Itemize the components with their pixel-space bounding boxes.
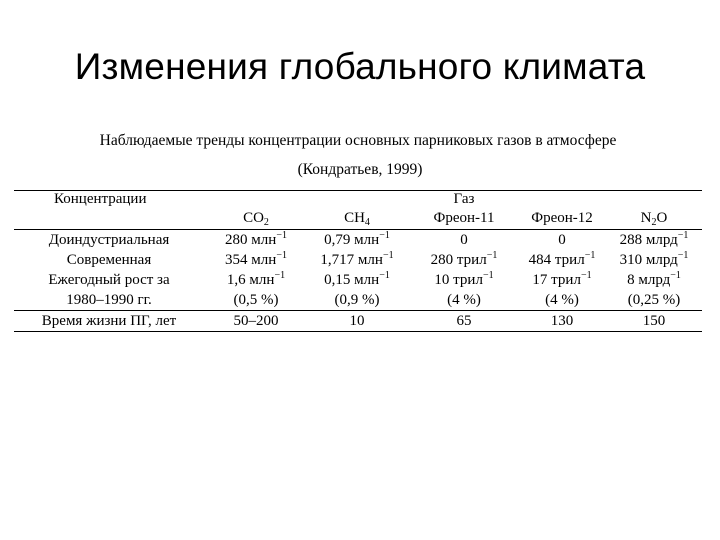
table-cell: 150	[642, 313, 666, 329]
header-row-1	[14, 190, 702, 209]
table-cell: 50–200	[233, 313, 279, 329]
header-co2: $CO_2$	[243, 210, 269, 228]
slide-title: Изменения глобального климата	[74, 46, 646, 87]
table-cell: 17 трил$^{-1}$	[532, 270, 592, 288]
table-row	[14, 291, 702, 309]
table-cell: (4 %)	[545, 292, 579, 308]
header-rule	[14, 229, 702, 230]
table-cell: 130	[550, 313, 574, 329]
table-cell: (4 %)	[447, 292, 481, 308]
table-cell: 10 трил$^{-1}$	[434, 270, 494, 288]
table-cell: 0	[558, 232, 566, 248]
table-cell: 65	[456, 313, 472, 329]
header-ch4: $CH_4$	[344, 210, 370, 228]
row-label: 1980–1990 гг.	[66, 292, 152, 308]
row-label: Время жизни ПГ, лет	[41, 313, 177, 329]
table-cell: (0,9 %)	[334, 292, 380, 308]
header-freon-11: Фреон-11	[433, 210, 495, 226]
table-cell: (0,25 %)	[627, 292, 681, 308]
table-cell: 310 млрд$^{-1}$	[619, 250, 689, 268]
table-row	[14, 231, 702, 249]
table-cell: 0,15 млн$^{-1}$	[324, 270, 390, 288]
table-cell: 280 трил$^{-1}$	[430, 250, 498, 268]
header-n2o: $N_2O$	[640, 210, 668, 228]
table-caption: Наблюдаемые тренды концентрации основных парниковых газов в атмосфере	[99, 132, 617, 149]
header-concentrations: Концентрации	[54, 191, 147, 207]
table-cell: 484 трил$^{-1}$	[528, 250, 596, 268]
table-cell: 10	[349, 313, 365, 329]
row-label: Современная	[66, 252, 152, 268]
row-label: Доиндустриальная	[48, 232, 170, 248]
table-cell: 0	[460, 232, 468, 248]
table-cell: 1,6 млн$^{-1}$	[226, 270, 286, 288]
table-cell: 0,79 млн$^{-1}$	[324, 230, 390, 248]
table-cell: 354 млн$^{-1}$	[225, 250, 287, 268]
table-row	[14, 251, 702, 269]
table-row	[14, 271, 702, 289]
row-label: Ежегодный рост за	[48, 272, 170, 288]
table-row	[14, 312, 702, 330]
table-cell: 280 млн$^{-1}$	[225, 230, 287, 248]
table-cell: (0,5 %)	[233, 292, 279, 308]
table-cell: 8 млрд$^{-1}$	[627, 270, 681, 288]
header-row-2	[14, 209, 702, 228]
table-bottom-rule	[14, 331, 702, 332]
table-cell: 288 млрд$^{-1}$	[619, 230, 689, 248]
header-gas-group: Газ	[453, 191, 475, 207]
gas-concentration-table	[14, 190, 702, 332]
table-source: (Кондратьев, 1999)	[297, 161, 423, 178]
row-divider	[14, 310, 702, 311]
table-cell: 1,717 млн$^{-1}$	[320, 250, 394, 268]
header-freon-12: Фреон-12	[531, 210, 593, 226]
